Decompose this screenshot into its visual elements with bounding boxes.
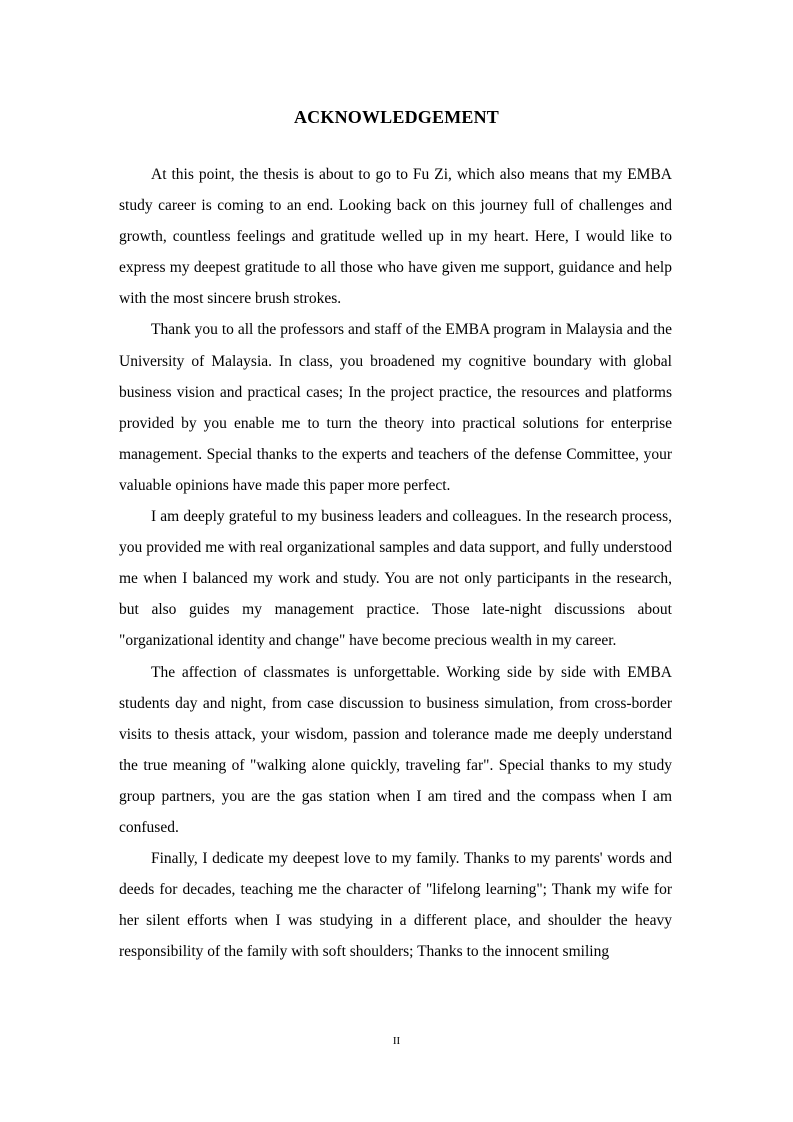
paragraph-5: Finally, I dedicate my deepest love to my family. Thanks to my parents' words and deeds for decades, teaching me the character of "lifelong learning"; Thank my wife for her silent efforts when I was studying in a different place, and shoulder the heavy responsibility of the family with soft shoulders; Thanks to the innocent smiling [119, 850, 672, 961]
page-title: ACKNOWLEDGEMENT [293, 107, 500, 127]
paragraph-2: Thank you to all the professors and staff of the EMBA program in Malaysia and the University of Malaysia. In class, you broadened my cognitive boundary with global business vision and practical cases; In the project practice, the resources and platforms provided by you enable me to turn the theory into practical solutions for enterprise management. Special thanks to the experts and teachers of the defense Committee, your valuable opinions have made this paper more perfect. [119, 321, 672, 494]
acknowledgement-body [119, 159, 672, 967]
paragraph-1: At this point, the thesis is about to go to Fu Zi, which also means that my EMBA study career is coming to an end. Looking back on this journey full of challenges and growth, countless feelings and gratitude welled up in my heart. Here, I would like to express my deepest gratitude to all those who have given me support, guidance and help with the most sincere brush strokes. [119, 166, 672, 308]
paragraph-4: The affection of classmates is unforgettable. Working side by side with EMBA students day and night, from case discussion to business simulation, from cross-border visits to thesis attack, your wisdom, passion and tolerance made me deeply understand the true meaning of "walking alone quickly, traveling far". Special thanks to my study group partners, you are the gas station when I am tired and the compass when I am confused. [119, 663, 672, 836]
paragraph-3: I am deeply grateful to my business leaders and colleagues. In the research process, you provided me with real organizational samples and data support, and fully understood me when I balanced my work and study. You are not only participants in the research, but also guides my management practice. Those late-night discussions about "organizational identity and change" have become precious wealth in my career. [119, 508, 672, 650]
page-number: II [392, 1035, 401, 1047]
